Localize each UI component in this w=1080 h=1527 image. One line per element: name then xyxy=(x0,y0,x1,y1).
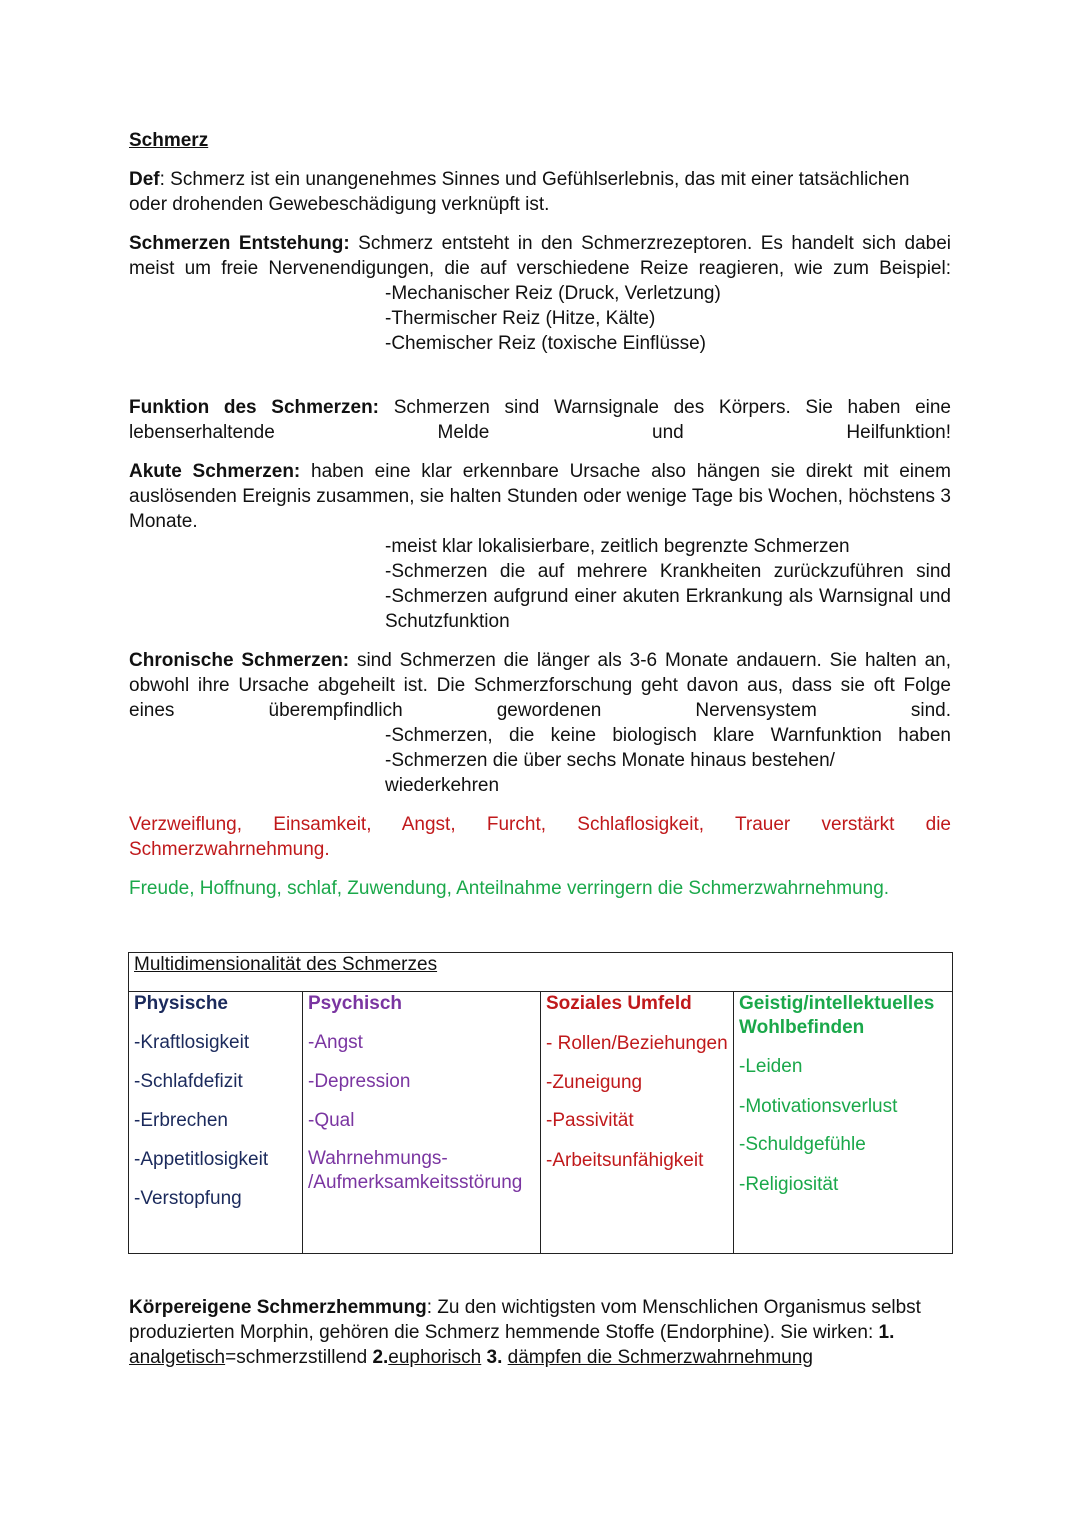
akut-text: haben eine klar erkennbare Ursache also hängen sie direkt mit einem auslösenden Ereignis zusammen, sie halten Stunden oder wenige Tage bis Wochen, höchstens 3 Monate. xyxy=(129,461,951,532)
definition-paragraph xyxy=(129,167,951,217)
list-item: -meist klar lokalisierbare, zeitlich begrenzte Schmerzen xyxy=(385,536,850,557)
column-header: Soziales Umfeld xyxy=(546,993,692,1014)
column-soziales-umfeld xyxy=(541,992,734,1254)
akut-paragraph xyxy=(129,459,951,534)
verringert-paragraph: Freude, Hoffnung, schlaf, Zuwendung, Anteilnahme verringern die Schmerzwahrnehmung. xyxy=(129,878,890,899)
list-item: -Mechanischer Reiz (Druck, Verletzung) xyxy=(385,283,721,304)
table-cell: -Arbeitsunfähigkeit xyxy=(546,1150,704,1171)
table-cell: -Schlafdefizit xyxy=(134,1071,243,1092)
table-cell: -Verstopfung xyxy=(134,1188,242,1209)
akut-list xyxy=(385,534,951,634)
list-item: -Schmerzen die über sechs Monate hinaus bestehen/ wiederkehren xyxy=(385,750,835,796)
table-cell: Wahrnehmungs- /Aufmerksamkeitsstörung xyxy=(308,1148,523,1193)
column-psychisch xyxy=(303,992,541,1254)
column-physische xyxy=(129,992,303,1254)
table-cell: -Religiosität xyxy=(739,1174,839,1195)
chronisch-label: Chronische Schmerzen: xyxy=(129,650,350,671)
page-title: Schmerz xyxy=(129,130,209,151)
table-cell: -Appetitlosigkeit xyxy=(134,1149,269,1170)
list-item: -Schmerzen, die keine biologisch klare Warnfunktion haben xyxy=(385,725,951,746)
entstehung-paragraph xyxy=(129,231,951,281)
document-body xyxy=(129,128,951,901)
entstehung-label: Schmerzen Entstehung: xyxy=(129,233,350,254)
list-item: -Chemischer Reiz (toxische Einflüsse) xyxy=(385,333,706,354)
table-cell: -Qual xyxy=(308,1110,355,1131)
column-geistig xyxy=(734,992,953,1254)
table-cell: -Depression xyxy=(308,1071,411,1092)
hemmung-paragraph xyxy=(129,1295,951,1370)
table-cell: -Motivationsverlust xyxy=(739,1096,898,1117)
effect-number: 3. xyxy=(481,1347,503,1368)
list-item: -Schmerzen aufgrund einer akuten Erkrankung als Warnsignal und Schutzfunktion xyxy=(385,586,951,632)
column-header: Geistig/intellektuelles Wohlbefinden xyxy=(739,993,935,1038)
effect-euphorisch: euphorisch xyxy=(388,1347,482,1368)
table-cell: -Angst xyxy=(308,1032,363,1053)
multidimensionality-table xyxy=(128,952,953,1254)
table-cell: - Rollen/Beziehungen xyxy=(546,1033,728,1054)
entstehung-text: Schmerz entsteht in den Schmerzrezeptoren. Es handelt sich dabei meist um freie Nervenendigungen, die auf verschiedene Reize reagieren, wie zum Beispiel: xyxy=(129,233,951,279)
column-header: Physische xyxy=(134,993,228,1014)
definition-label: Def xyxy=(129,169,160,190)
funktion-paragraph xyxy=(129,395,951,445)
reiz-list xyxy=(385,281,951,356)
verstaerkt-paragraph: Verzweiflung, Einsamkeit, Angst, Furcht, Schlaflosigkeit, Trauer verstärkt die Schmerzwahrnehmung. xyxy=(129,814,951,860)
table-cell: -Kraftlosigkeit xyxy=(134,1032,250,1053)
chronisch-paragraph xyxy=(129,648,951,723)
effect-analgetisch: analgetisch xyxy=(129,1347,226,1368)
table-cell: -Passivität xyxy=(546,1110,634,1131)
list-item: -Schmerzen die auf mehrere Krankheiten zurückzuführen sind xyxy=(385,561,951,582)
hemmung-text: : Zu den wichtigsten vom Menschlichen Organismus selbst produzierten Morphin, gehören die Schmerz hemmende Stoffe (Endorphine). Sie wirken: xyxy=(129,1297,921,1343)
table-cell: -Leiden xyxy=(739,1056,803,1077)
table-cell: -Zuneigung xyxy=(546,1072,643,1093)
effect-analgetisch-gloss: =schmerzstillend xyxy=(225,1347,373,1368)
funktion-label: Funktion des Schmerzen: xyxy=(129,397,380,418)
funktion-text: Schmerzen sind Warnsignale des Körpers. Sie haben eine lebenserhaltende Melde und Heilfunktion! xyxy=(129,397,951,443)
column-header: Psychisch xyxy=(308,993,402,1014)
definition-text: : Schmerz ist ein unangenehmes Sinnes und Gefühlserlebnis, das mit einer tatsächlichen oder drohenden Gewebeschädigung verknüpft ist. xyxy=(129,169,910,215)
table-cell: -Erbrechen xyxy=(134,1110,228,1131)
document-footer-section xyxy=(129,1295,951,1370)
effect-number: 1. xyxy=(878,1322,895,1343)
chronisch-text: sind Schmerzen die länger als 3-6 Monate andauern. Sie halten an, obwohl ihre Ursache abgeheilt ist. Die Schmerzforschung geht davon aus, dass sie oft Folge eines überempfindlich gewordenen Nervensystem sind. xyxy=(129,650,952,721)
table-caption: Multidimensionalität des Schmerzes xyxy=(129,953,953,992)
hemmung-label: Körpereigene Schmerzhemmung xyxy=(129,1297,427,1318)
effect-number: 2. xyxy=(372,1347,389,1368)
effect-daempfen: dämpfen die Schmerzwahrnehmung xyxy=(507,1347,813,1368)
table-cell: -Schuldgefühle xyxy=(739,1134,866,1155)
akut-label: Akute Schmerzen: xyxy=(129,461,301,482)
chronisch-list xyxy=(385,723,951,798)
list-item: -Thermischer Reiz (Hitze, Kälte) xyxy=(385,308,656,329)
